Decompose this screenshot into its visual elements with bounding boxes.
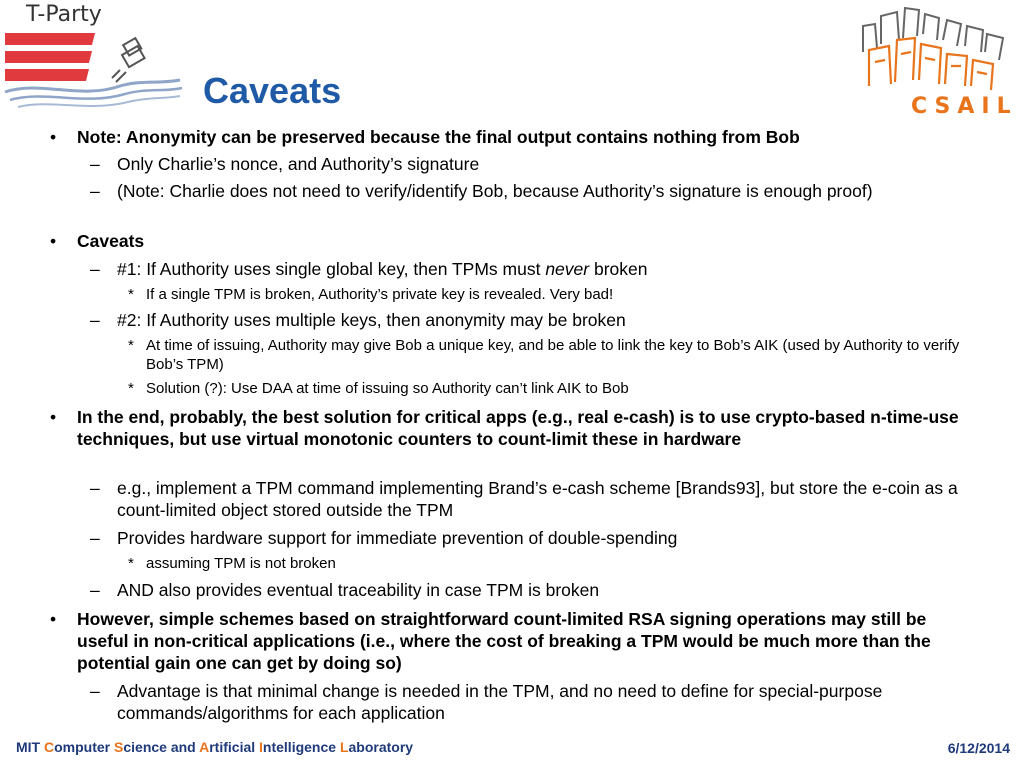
bullet-dash-icon: –	[90, 310, 100, 330]
bullet-dash-icon: –	[90, 154, 100, 174]
bullet-text: Note: Anonymity can be preserved because the final output contains nothing from Bob	[77, 127, 800, 147]
bullet-text: Only Charlie’s nonce, and Authority’s signature	[117, 154, 480, 174]
bullet-text: e.g., implement a TPM command implementing Brand’s e-cash scheme [Brands93], but store the e-coin as a count-limited object stored outside the TPM	[117, 478, 958, 520]
bullet-text: assuming TPM is not broken	[146, 555, 336, 572]
bullet-text: AND also provides eventual traceability in case TPM is broken	[117, 580, 600, 600]
footer-date: 6/12/2014	[947, 740, 1010, 756]
csail-logo	[855, 4, 1018, 122]
bullet-text: #1: If Authority uses single global key, then TPMs must never broken	[117, 259, 648, 279]
csail-buildings-graphic	[855, 4, 1015, 99]
bullet-star-icon: *	[128, 555, 134, 572]
bullet-dash-icon: –	[90, 681, 100, 701]
bullet-text: Solution (?): Use DAA at time of issuing so Authority can’t link AIK to Bob	[146, 380, 629, 397]
bullet-text: #2: If Authority uses multiple keys, then anonymity may be broken	[117, 310, 626, 330]
bullet-dash-icon: –	[90, 181, 100, 201]
bullet-text: (Note: Charlie does not need to verify/identify Bob, because Authority’s signature is enough proof)	[117, 181, 873, 201]
bullet-dot-icon: •	[50, 231, 57, 251]
bullet-text: Provides hardware support for immediate prevention of double-spending	[117, 528, 678, 548]
csail-logo-text: CSAIL	[911, 94, 1018, 119]
bullet-star-icon: *	[128, 380, 134, 397]
bullet-text: However, simple schemes based on straightforward count-limited RSA signing operations may still be useful in non-critical applications (i.e., where the cost of breaking a TPM would be much more than the potential gain one can get by doing so)	[77, 609, 931, 673]
bullet-dash-icon: –	[90, 580, 100, 600]
bullet-dash-icon: –	[90, 528, 100, 548]
bullet-text: In the end, probably, the best solution for critical apps (e.g., real e-cash) is to use crypto-based n-time-use techniques, but use virtual monotonic counters to count-limit these in hardware	[77, 407, 959, 449]
bullet-dot-icon: •	[50, 127, 57, 147]
bullet-text: Caveats	[77, 231, 145, 251]
bullet-dot-icon: •	[50, 407, 57, 427]
bullet-dash-icon: –	[90, 478, 100, 498]
bullet-dot-icon: •	[50, 609, 57, 629]
bullet-dash-icon: –	[90, 259, 100, 279]
bullet-star-icon: *	[128, 337, 134, 354]
footer-lab-name: MIT Computer Science and Artificial Intelligence Laboratory	[16, 739, 414, 755]
bullet-text: At time of issuing, Authority may give Bob a unique key, and be able to link the key to Bob’s AIK (used by Authority to verify Bob’s TPM)	[146, 337, 960, 373]
bullet-text: Advantage is that minimal change is needed in the TPM, and no need to define for special-purpose commands/algorithms for each application	[117, 681, 883, 723]
bullet-star-icon: *	[128, 286, 134, 303]
slide-title: Caveats	[203, 70, 342, 111]
t-party-logo-text: T-Party	[26, 2, 102, 27]
t-party-logo	[0, 0, 190, 115]
bullet-text: If a single TPM is broken, Authority’s private key is revealed. Very bad!	[146, 286, 614, 303]
